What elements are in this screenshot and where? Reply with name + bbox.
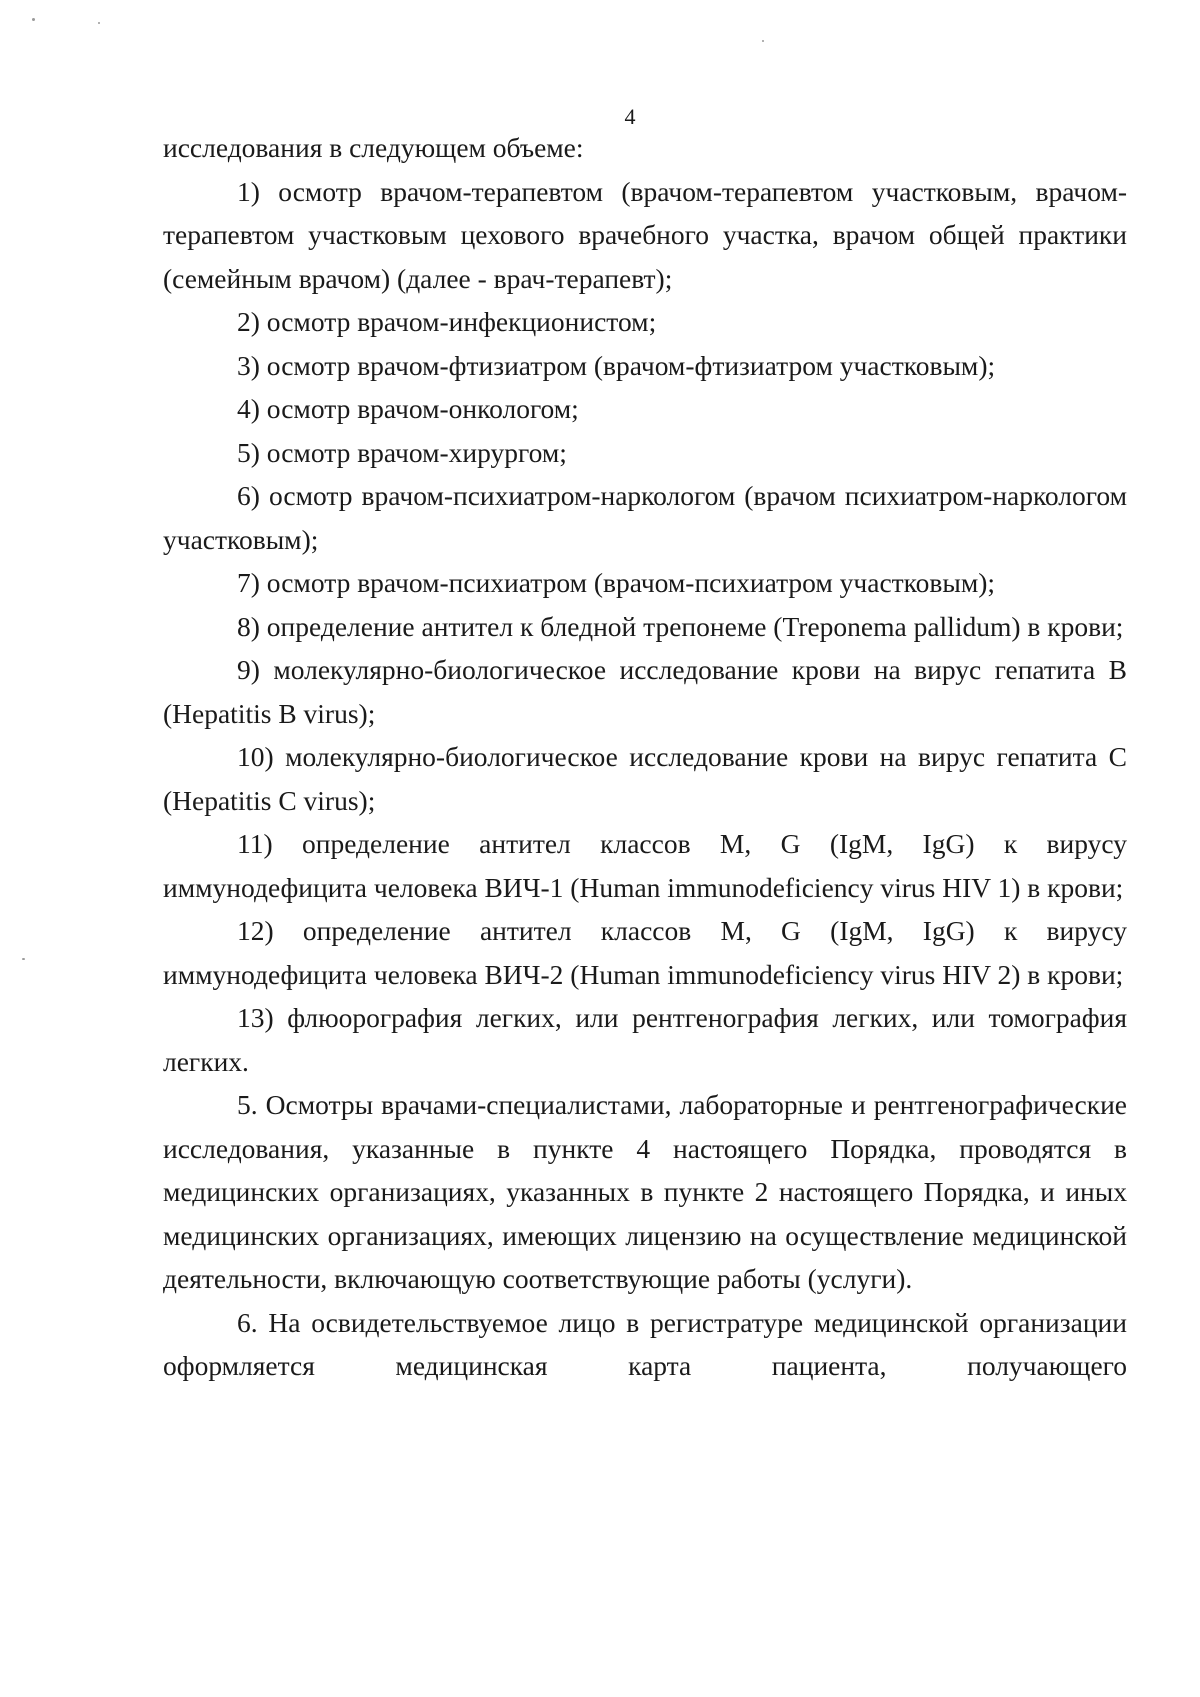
list-item-6: 6) осмотр врачом-психиатром-наркологом (врачом психиатром-наркологом участковым); [163, 480, 1127, 555]
list-item-13: 13) флюорография легких, или рентгенография легких, или томография легких. [163, 1002, 1127, 1077]
list-item-1: 1) осмотр врачом-терапевтом (врачом-терапевтом участковым, врачом-терапевтом участковым цехового врачебного участка, врачом общей практики (семейным врачом) (далее - врач-терапевт); [163, 175, 1127, 294]
list-item-10: 10) молекулярно-биологическое исследование крови на вирус гепатита С (Hepatitis C virus); [163, 741, 1127, 816]
paragraph-intro: исследования в следующем объеме: [163, 132, 584, 163]
list-item-11: 11) определение антител классов M, G (IgM, IgG) к вирусу иммунодефицита человека ВИЧ-1 (Human immunodeficiency virus HIV 1) в крови; [163, 828, 1127, 903]
list-item-9: 9) молекулярно-биологическое исследование крови на вирус гепатита В (Hepatitis B virus); [163, 654, 1127, 729]
list-item-4: 4) осмотр врачом-онкологом; [237, 393, 579, 424]
scan-speck [98, 22, 100, 24]
list-item-2: 2) осмотр врачом-инфекционистом; [237, 306, 657, 337]
document-body [163, 126, 1127, 1388]
list-item-5: 5) осмотр врачом-хирургом; [237, 436, 567, 468]
section-6-paragraph: 6. На освидетельствуемое лицо в регистратуре медицинской организации оформляется медицинская карта пациента, получающего [163, 1306, 1127, 1381]
page-number: 4 [624, 104, 636, 129]
list-item-3: 3) осмотр врачом-фтизиатром (врачом-фтизиатром участковым); [237, 349, 996, 381]
list-item-12: 12) определение антител классов M, G (IgM, IgG) к вирусу иммунодефицита человека ВИЧ-2 (Human immunodeficiency virus HIV 2) в крови; [163, 915, 1127, 990]
scan-speck [32, 18, 35, 21]
section-5-paragraph: 5. Осмотры врачами-специалистами, лабораторные и рентгенографические исследования, указанные в пункте 4 настоящего Порядка, проводятся в медицинских организациях, указанных в пункте 2 настоящего Порядка, и иных медицинских организациях, имеющих лицензию на осуществление медицинской деятельности, включающую соответствующие работы (услуги). [163, 1089, 1127, 1294]
scan-speck [22, 958, 25, 960]
scan-speck [762, 40, 764, 42]
list-item-7: 7) осмотр врачом-психиатром (врачом-психиатром участковым); [237, 567, 996, 598]
list-item-8: 8) определение антител к бледной трепонеме (Treponema pallidum) в крови; [237, 610, 1124, 642]
